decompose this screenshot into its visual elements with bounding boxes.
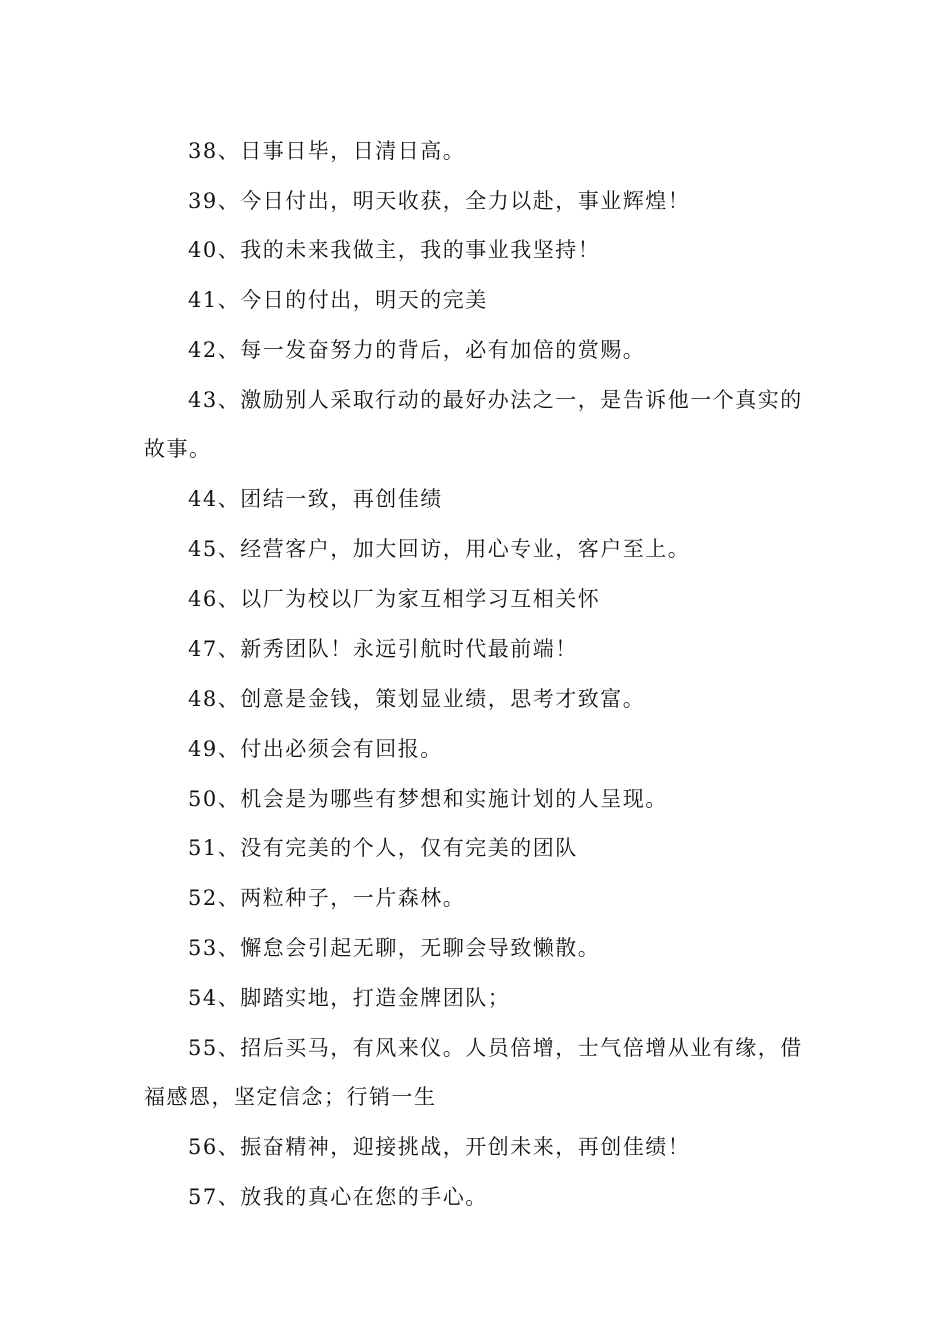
list-item-43-continuation: 故事。 — [144, 437, 212, 461]
list-item-42: 42、每一发奋努力的背后，必有加倍的赏赐。 — [188, 338, 646, 362]
list-item-46: 46、以厂为校以厂为家互相学习互相关怀 — [188, 587, 601, 611]
list-item-55-continuation: 福感恩，坚定信念；行销一生 — [144, 1085, 437, 1109]
list-item-54: 54、脚踏实地，打造金牌团队； — [188, 986, 511, 1010]
list-item-38: 38、日事日毕，日清日高。 — [188, 139, 466, 163]
list-item-47: 47、新秀团队！永远引航时代最前端！ — [188, 637, 578, 661]
list-item-41: 41、今日的付出，明天的完美 — [188, 288, 488, 312]
list-item-53: 53、懈怠会引起无聊，无聊会导致懒散。 — [188, 936, 601, 960]
list-item-39: 39、今日付出，明天收获，全力以赴，事业辉煌！ — [188, 189, 691, 213]
list-item-56: 56、振奋精神，迎接挑战，开创未来，再创佳绩！ — [188, 1135, 691, 1159]
list-item-49: 49、付出必须会有回报。 — [188, 737, 443, 761]
list-item-43: 43、激励别人采取行动的最好办法之一，是告诉他一个真实的 — [188, 388, 803, 412]
list-item-57: 57、放我的真心在您的手心。 — [188, 1185, 488, 1209]
list-item-55: 55、招后买马，有风来仪。人员倍增，士气倍增从业有缘，借 — [188, 1036, 803, 1060]
list-item-45: 45、经营客户，加大回访，用心专业，客户至上。 — [188, 537, 691, 561]
list-item-50: 50、机会是为哪些有梦想和实施计划的人呈现。 — [188, 787, 668, 811]
list-item-44: 44、团结一致，再创佳绩 — [188, 487, 443, 511]
list-item-48: 48、创意是金钱，策划显业绩，思考才致富。 — [188, 687, 646, 711]
list-item-40: 40、我的未来我做主，我的事业我坚持！ — [188, 238, 601, 262]
list-item-52: 52、两粒种子，一片森林。 — [188, 886, 466, 910]
list-item-51: 51、没有完美的个人，仅有完美的团队 — [188, 836, 578, 860]
